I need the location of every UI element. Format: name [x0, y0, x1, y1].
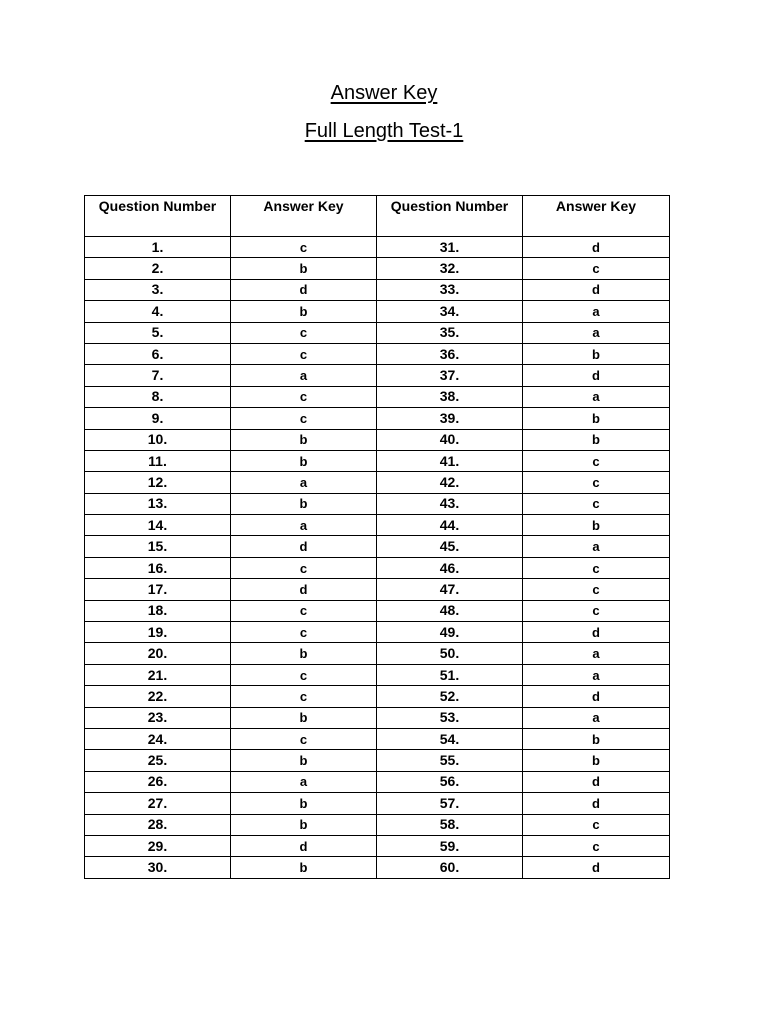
answer-cell: b	[231, 643, 377, 664]
table-row	[85, 707, 670, 728]
answer-cell: c	[523, 579, 670, 600]
table-row	[85, 515, 670, 536]
answer-cell: b	[231, 707, 377, 728]
question-number-cell: 60.	[377, 857, 523, 878]
question-number-cell: 58.	[377, 814, 523, 835]
question-number-cell: 27.	[85, 793, 231, 814]
question-number-cell: 29.	[85, 835, 231, 856]
answer-cell: b	[231, 493, 377, 514]
answer-cell: b	[523, 343, 670, 364]
question-number-cell: 52.	[377, 686, 523, 707]
question-number-cell: 16.	[85, 557, 231, 578]
answer-cell: d	[231, 579, 377, 600]
table-row	[85, 857, 670, 878]
question-number-cell: 28.	[85, 814, 231, 835]
question-number-cell: 8.	[85, 386, 231, 407]
question-number-cell: 2.	[85, 258, 231, 279]
answer-cell: a	[523, 386, 670, 407]
answer-cell: b	[231, 301, 377, 322]
header-row	[85, 196, 670, 237]
answer-cell: d	[523, 686, 670, 707]
question-number-cell: 14.	[85, 515, 231, 536]
answer-cell: b	[231, 857, 377, 878]
question-number-cell: 33.	[377, 279, 523, 300]
question-number-cell: 40.	[377, 429, 523, 450]
table-row	[85, 237, 670, 258]
answer-cell: d	[231, 835, 377, 856]
answer-cell: c	[523, 557, 670, 578]
answer-cell: d	[231, 536, 377, 557]
answer-cell: c	[523, 600, 670, 621]
question-number-cell: 24.	[85, 728, 231, 749]
header-question-number-left: Question Number	[85, 196, 231, 237]
answer-cell: c	[231, 557, 377, 578]
question-number-cell: 6.	[85, 343, 231, 364]
question-number-cell: 57.	[377, 793, 523, 814]
question-number-cell: 53.	[377, 707, 523, 728]
answer-cell: b	[523, 429, 670, 450]
answer-cell: c	[231, 664, 377, 685]
document-subtitle: Full Length Test-1	[304, 120, 464, 142]
table-row	[85, 835, 670, 856]
table-row	[85, 343, 670, 364]
question-number-cell: 49.	[377, 622, 523, 643]
table-row	[85, 600, 670, 621]
question-number-cell: 11.	[85, 450, 231, 471]
answer-cell: b	[231, 814, 377, 835]
question-number-cell: 42.	[377, 472, 523, 493]
table-row	[85, 450, 670, 471]
answer-cell: b	[231, 450, 377, 471]
table-row	[85, 536, 670, 557]
answer-cell: c	[231, 343, 377, 364]
question-number-cell: 39.	[377, 408, 523, 429]
document-title: Answer Key	[330, 82, 438, 104]
answer-cell: d	[523, 622, 670, 643]
question-number-cell: 56.	[377, 771, 523, 792]
question-number-cell: 4.	[85, 301, 231, 322]
table-body	[85, 237, 670, 879]
answer-cell: a	[523, 322, 670, 343]
question-number-cell: 21.	[85, 664, 231, 685]
table-row	[85, 622, 670, 643]
answer-cell: d	[523, 793, 670, 814]
table-row	[85, 793, 670, 814]
table-row	[85, 279, 670, 300]
question-number-cell: 13.	[85, 493, 231, 514]
table-row	[85, 408, 670, 429]
question-number-cell: 44.	[377, 515, 523, 536]
table-row	[85, 664, 670, 685]
answer-cell: c	[523, 835, 670, 856]
answer-cell: c	[231, 386, 377, 407]
answer-cell: a	[231, 771, 377, 792]
answer-cell: b	[231, 429, 377, 450]
question-number-cell: 43.	[377, 493, 523, 514]
header-question-number-right: Question Number	[377, 196, 523, 237]
question-number-cell: 19.	[85, 622, 231, 643]
header-answer-key-right: Answer Key	[523, 196, 670, 237]
header-answer-key-left: Answer Key	[231, 196, 377, 237]
table-row	[85, 643, 670, 664]
table-row	[85, 750, 670, 771]
question-number-cell: 47.	[377, 579, 523, 600]
answer-cell: b	[523, 750, 670, 771]
table-row	[85, 557, 670, 578]
question-number-cell: 35.	[377, 322, 523, 343]
answer-cell: a	[231, 365, 377, 386]
answer-cell: c	[231, 322, 377, 343]
answer-cell: b	[231, 750, 377, 771]
question-number-cell: 1.	[85, 237, 231, 258]
question-number-cell: 37.	[377, 365, 523, 386]
question-number-cell: 5.	[85, 322, 231, 343]
question-number-cell: 22.	[85, 686, 231, 707]
question-number-cell: 3.	[85, 279, 231, 300]
answer-key-table	[84, 195, 670, 879]
answer-cell: c	[523, 493, 670, 514]
question-number-cell: 10.	[85, 429, 231, 450]
question-number-cell: 26.	[85, 771, 231, 792]
question-number-cell: 41.	[377, 450, 523, 471]
answer-cell: c	[231, 408, 377, 429]
question-number-cell: 18.	[85, 600, 231, 621]
answer-cell: c	[231, 728, 377, 749]
answer-cell: c	[523, 814, 670, 835]
question-number-cell: 50.	[377, 643, 523, 664]
question-number-cell: 54.	[377, 728, 523, 749]
table-header	[85, 196, 670, 237]
question-number-cell: 59.	[377, 835, 523, 856]
question-number-cell: 45.	[377, 536, 523, 557]
answer-cell: a	[523, 664, 670, 685]
answer-cell: c	[231, 237, 377, 258]
question-number-cell: 36.	[377, 343, 523, 364]
answer-cell: b	[523, 728, 670, 749]
answer-cell: a	[231, 515, 377, 536]
question-number-cell: 9.	[85, 408, 231, 429]
question-number-cell: 51.	[377, 664, 523, 685]
question-number-cell: 15.	[85, 536, 231, 557]
answer-cell: c	[231, 600, 377, 621]
table-row	[85, 386, 670, 407]
table-row	[85, 472, 670, 493]
answer-cell: d	[523, 279, 670, 300]
answer-cell: a	[523, 536, 670, 557]
table-row	[85, 365, 670, 386]
answer-cell: c	[231, 622, 377, 643]
answer-cell: c	[523, 450, 670, 471]
table-row	[85, 771, 670, 792]
question-number-cell: 48.	[377, 600, 523, 621]
question-number-cell: 55.	[377, 750, 523, 771]
answer-cell: a	[231, 472, 377, 493]
answer-cell: b	[523, 408, 670, 429]
table-row	[85, 728, 670, 749]
question-number-cell: 34.	[377, 301, 523, 322]
table-row	[85, 301, 670, 322]
answer-cell: d	[523, 857, 670, 878]
question-number-cell: 31.	[377, 237, 523, 258]
question-number-cell: 23.	[85, 707, 231, 728]
answer-cell: c	[523, 258, 670, 279]
table-row	[85, 493, 670, 514]
answer-cell: b	[231, 793, 377, 814]
question-number-cell: 17.	[85, 579, 231, 600]
question-number-cell: 38.	[377, 386, 523, 407]
table-row	[85, 579, 670, 600]
answer-cell: b	[523, 515, 670, 536]
answer-cell: d	[231, 279, 377, 300]
answer-cell: a	[523, 707, 670, 728]
question-number-cell: 7.	[85, 365, 231, 386]
table-row	[85, 322, 670, 343]
question-number-cell: 32.	[377, 258, 523, 279]
answer-cell: d	[523, 237, 670, 258]
answer-cell: d	[523, 365, 670, 386]
question-number-cell: 12.	[85, 472, 231, 493]
answer-cell: c	[231, 686, 377, 707]
answer-cell: a	[523, 643, 670, 664]
table-row	[85, 814, 670, 835]
answer-cell: b	[231, 258, 377, 279]
table-row	[85, 686, 670, 707]
question-number-cell: 25.	[85, 750, 231, 771]
answer-cell: d	[523, 771, 670, 792]
answer-cell: a	[523, 301, 670, 322]
table-row	[85, 429, 670, 450]
table-row	[85, 258, 670, 279]
question-number-cell: 46.	[377, 557, 523, 578]
question-number-cell: 20.	[85, 643, 231, 664]
question-number-cell: 30.	[85, 857, 231, 878]
answer-cell: c	[523, 472, 670, 493]
